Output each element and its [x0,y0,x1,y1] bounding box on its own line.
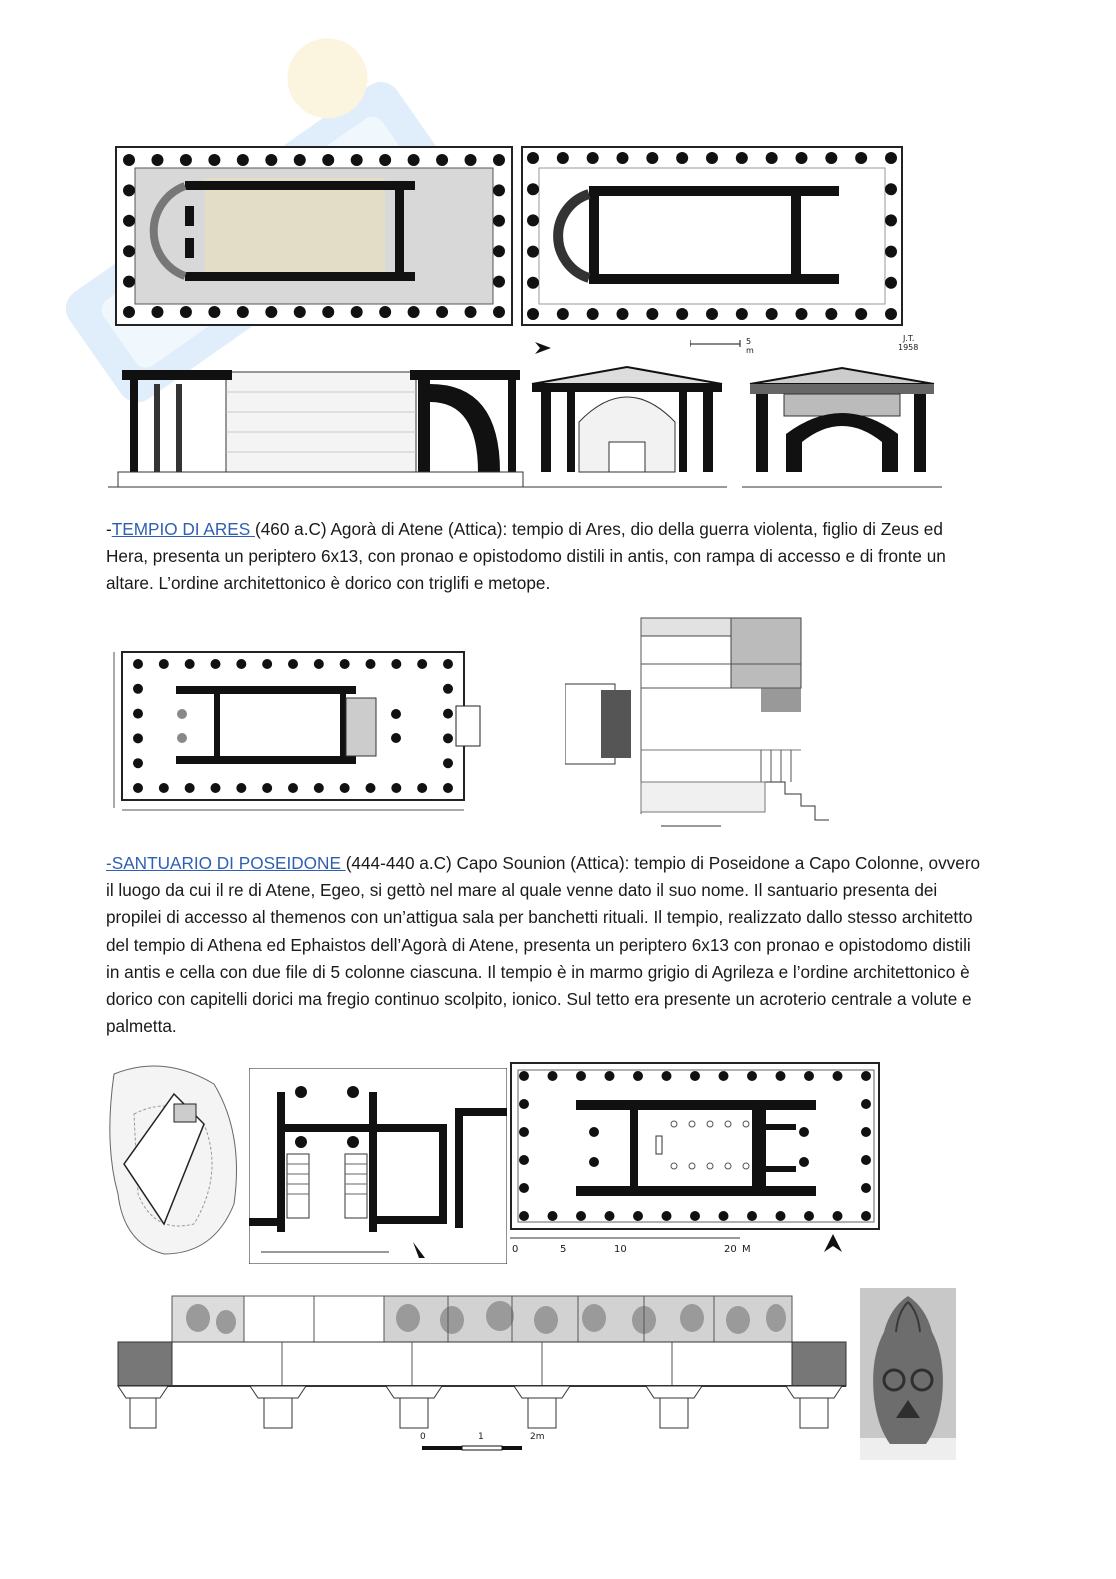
column-dot [736,152,748,164]
poseidone-heading-link[interactable]: -SANTUARIO DI POSEIDONE [106,853,346,873]
column-dot [443,733,453,743]
column-dot [776,1211,786,1221]
column-dot [706,152,718,164]
column-dot [408,306,420,318]
column-dot [294,154,306,166]
column-dot [180,306,192,318]
column-dot [690,1071,700,1081]
column-dot [885,308,897,320]
column-dot [133,659,143,669]
column-dot [719,1211,729,1221]
column-dot [519,1127,529,1137]
column-dot [340,659,350,669]
sounion-scale-unit: M [742,1244,751,1255]
column-dot [493,276,505,288]
column-dot [265,154,277,166]
ares-scale-label: 5 m [746,337,754,355]
column-dot [519,1155,529,1165]
column-dot [211,783,221,793]
column-dot [391,659,401,669]
poseidone-text: (444-440 a.C) Capo Sounion (Attica): tempio di Poseidone a Capo Colonne, ovvero il luogo da cui il re di Atene, Egeo, si gettò nel mare al quale venne dato il suo nome. Il santuario presenta dei propilei di accesso al themenos con un’attigua sala per banchetti rituali. Il tempio, realizzato dallo stesso architetto del tempio di Athena ed Ephaistos dell’Agorà di Atene, presenta un periptero 6x13 con pronao e opistodomo distili in antis e cella con due file di 5 colonne ciascuna. Il tempio è in marmo grigio di Agrileza e l’ordine architettonico è dorico con capitelli dorici ma fregio continuo scolpito, ionico. Sul tetto era presente un acroterio centrale a volute e palmetta. [106,853,981,1037]
column-dot [133,783,143,793]
column-dot [747,1071,757,1081]
column-dot [379,154,391,166]
column-dot [159,659,169,669]
column-dot [861,1099,871,1109]
column-dot [605,1071,615,1081]
column-dot [151,306,163,318]
column-dot [443,783,453,793]
column-dot [443,659,453,669]
column-dot [662,1211,672,1221]
ares-plan-left [115,146,513,326]
column-dot [465,154,477,166]
column-dot [265,306,277,318]
column-dot [211,659,221,669]
column-dot [493,245,505,257]
column-dot [885,246,897,258]
column-dot [443,684,453,694]
column-dot [825,308,837,320]
column-dot [236,783,246,793]
column-dot [690,1211,700,1221]
column-dot [123,184,135,196]
column-dot [776,1071,786,1081]
column-dot [443,709,453,719]
poseidone-paragraph [106,850,986,1040]
frieze-scale-2: 2m [530,1432,545,1442]
column-dot [633,1211,643,1221]
column-dot [133,709,143,719]
ares-section-altar [742,362,942,494]
column-dot [885,152,897,164]
ares-section-long [108,362,533,494]
column-dot [294,306,306,318]
ares-plan-right [521,146,903,326]
column-dot [747,1211,757,1221]
column-dot [766,308,778,320]
north-arrow-icon [533,338,553,358]
column-dot [493,154,505,166]
temple-plan-middle [108,648,488,820]
column-dot [123,154,135,166]
column-dot [237,306,249,318]
column-dot [855,308,867,320]
column-dot [861,1211,871,1221]
column-dot [885,183,897,195]
column-dot [340,783,350,793]
column-dot [576,1071,586,1081]
column-dot [885,277,897,289]
column-dot [288,659,298,669]
column-dot [861,1183,871,1193]
sounion-scale-5: 5 [560,1244,567,1255]
column-dot [617,308,629,320]
column-dot [151,154,163,166]
frieze-scale [418,1434,548,1454]
ares-heading-link[interactable]: TEMPIO DI ARES [111,519,255,539]
column-dot [133,758,143,768]
column-dot [208,154,220,166]
column-dot [861,1155,871,1165]
column-dot [436,154,448,166]
column-dot [133,733,143,743]
column-dot [706,308,718,320]
column-dot [417,659,427,669]
column-dot [605,1211,615,1221]
column-dot [208,306,220,318]
column-dot [237,154,249,166]
sounion-propylaea-plan [249,1068,507,1264]
column-dot [557,152,569,164]
column-dot [825,152,837,164]
column-dot [185,783,195,793]
column-dot [646,308,658,320]
column-dot [833,1071,843,1081]
column-dot [548,1211,558,1221]
column-dot [796,152,808,164]
column-dot [262,659,272,669]
column-dot [527,183,539,195]
column-dot [587,308,599,320]
column-dot [351,306,363,318]
column-dot [676,308,688,320]
column-dot [527,308,539,320]
column-dot [436,306,448,318]
column-dot [185,659,195,669]
sounion-scale-20: 20 [724,1244,737,1255]
column-dot [519,1183,529,1193]
column-dot [855,152,867,164]
column-dot [519,1211,529,1221]
column-dot [796,308,808,320]
column-dot [314,659,324,669]
column-dot [159,783,169,793]
column-dot [861,1127,871,1137]
column-dot [557,308,569,320]
column-dot [617,152,629,164]
frieze-scale-0: 0 [420,1432,426,1442]
column-dot [766,152,778,164]
column-dot [417,783,427,793]
column-dot [262,783,272,793]
sounion-site-map [104,1054,248,1262]
column-dot [719,1071,729,1081]
ares-prefix: - [106,519,112,539]
sounion-scale-10: 10 [614,1244,627,1255]
column-dot [314,783,324,793]
acroterion-photo [860,1288,956,1460]
column-dot [676,152,688,164]
column-dot [366,659,376,669]
column-dot [633,1071,643,1081]
sounion-scale-0: 0 [512,1244,519,1255]
column-dot [861,1071,871,1081]
column-dot [804,1211,814,1221]
column-dot [587,152,599,164]
ares-initials: J.T. [903,334,915,343]
column-dot [322,154,334,166]
column-dot [493,215,505,227]
column-dot [391,783,401,793]
column-dot [366,783,376,793]
column-dot [527,246,539,258]
ares-scale-bar [690,337,760,355]
column-dot [379,306,391,318]
column-dot [519,1099,529,1109]
column-dot [885,214,897,226]
column-dot [465,306,477,318]
column-dot [180,154,192,166]
column-dot [527,214,539,226]
column-dot [548,1071,558,1081]
column-dot [123,276,135,288]
column-dot [662,1071,672,1081]
ares-year: 1958 [898,343,919,352]
column-dot [123,245,135,257]
column-dot [288,783,298,793]
column-dot [736,308,748,320]
frieze-scale-1: 1 [478,1432,484,1442]
column-dot [408,154,420,166]
column-dot [576,1211,586,1221]
temple-elevation-fragment [565,614,835,832]
column-dot [443,758,453,768]
column-dot [236,659,246,669]
column-dot [133,684,143,694]
column-dot [804,1071,814,1081]
column-dot [646,152,658,164]
column-dot [527,277,539,289]
column-dot [519,1071,529,1081]
column-dot [351,154,363,166]
sounion-frieze-elevation [108,1292,852,1432]
sounion-temple-plan [510,1062,882,1242]
column-dot [322,306,334,318]
ares-text: (460 a.C) Agorà di Atene (Attica): tempio di Ares, dio della guerra violenta, figlio di Zeus ed Hera, presenta un periptero 6x13, con pronao e opistodomo distili in antis, con rampa di accesso e di fronte un altare. L’ordine architettonico è dorico con triglifi e metope. [106,519,946,594]
column-dot [123,306,135,318]
column-dot [833,1211,843,1221]
ares-section-front [527,362,727,494]
column-dot [123,215,135,227]
column-dot [527,152,539,164]
column-dot [493,306,505,318]
north-arrow-icon [822,1232,844,1254]
column-dot [493,184,505,196]
ares-paragraph [106,516,986,598]
